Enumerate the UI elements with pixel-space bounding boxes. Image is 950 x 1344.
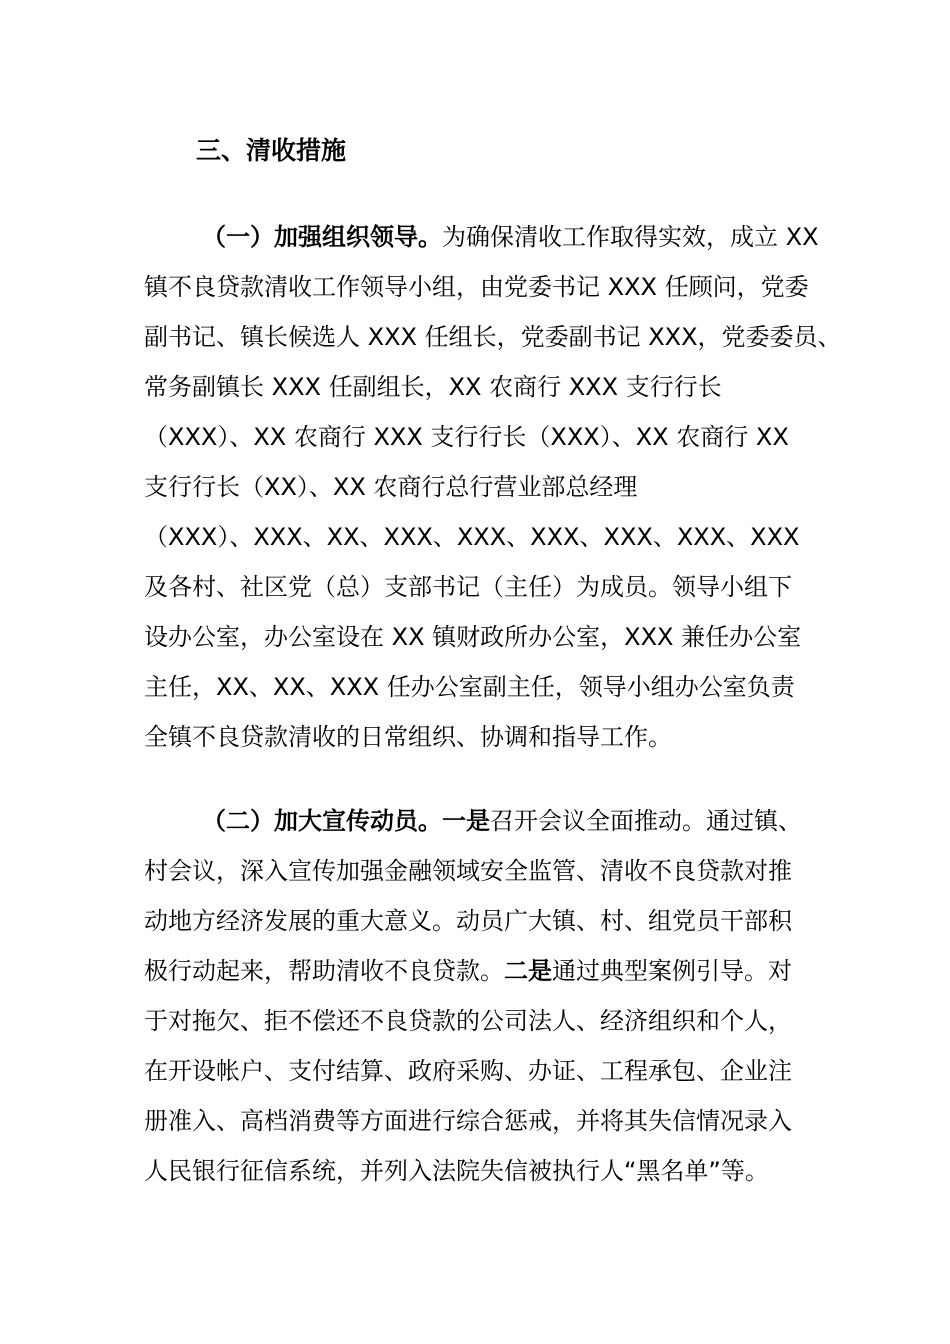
paragraph-line: 主任，XX、XX、XXX 任办公室副主任，领导小组办公室负责 <box>144 673 795 701</box>
paragraph-line: （XXX）、XXX、XX、XXX、XXX、XXX、XXX、XXX、XXX <box>144 523 800 551</box>
paragraph-line: 在开设帐户、支付结算、政府采购、办证、工程承包、企业注 <box>144 1057 792 1085</box>
paragraph-line <box>144 212 824 262</box>
emphasis-text: 一是 <box>442 807 490 835</box>
paragraph-line: （XXX）、XX 农商行 XXX 支行行长（XXX）、XX 农商行 XX <box>144 423 789 451</box>
paragraph-line: 全镇不良贷款清收的日常组织、协调和指导工作。 <box>144 723 672 751</box>
emphasis-text: 二是 <box>504 957 552 985</box>
paragraph-text: 召开会议全面推动。通过镇、 <box>490 807 802 835</box>
section-heading: 三、清收措施 <box>196 136 347 165</box>
paragraph-lead: （一）加强组织领导。 <box>202 223 442 251</box>
paragraph-line: 支行行长（XX）、XX 农商行总行营业部总经理 <box>144 473 638 501</box>
paragraph-line: 于对拖欠、拒不偿还不良贷款的公司法人、经济组织和个人， <box>144 1007 792 1035</box>
paragraph-publicity-mobilization <box>144 796 824 1196</box>
paragraph-line: 册准入、高档消费等方面进行综合惩戒，并将其失信情况录入 <box>144 1107 792 1135</box>
paragraph-text: 为确保清收工作取得实效，成立 XX <box>442 223 819 251</box>
paragraph-text: 极行动起来，帮助清收不良贷款。 <box>144 957 504 985</box>
paragraph-line: 人民银行征信系统，并列入法院失信被执行人“黑名单”等。 <box>144 1157 769 1185</box>
paragraph-lead: （二）加大宣传动员。 <box>202 807 442 835</box>
paragraph-line: 常务副镇长 XXX 任副组长，XX 农商行 XXX 支行行长 <box>144 373 722 401</box>
paragraph-line <box>144 946 824 996</box>
paragraph-line: 动地方经济发展的重大意义。动员广大镇、村、组党员干部积 <box>144 907 792 935</box>
paragraph-text: 通过典型案例引导。对 <box>552 957 792 985</box>
paragraph-line: 村会议，深入宣传加强金融领域安全监管、清收不良贷款对推 <box>144 857 792 885</box>
paragraph-line: 镇不良贷款清收工作领导小组，由党委书记 XXX 任顾问，党委 <box>144 273 809 301</box>
paragraph-line: 副书记、镇长候选人 XXX 任组长，党委副书记 XXX，党委委员、 <box>144 323 842 351</box>
paragraph-line: 设办公室，办公室设在 XX 镇财政所办公室，XXX 兼任办公室 <box>144 623 802 651</box>
paragraph-organization-leadership <box>144 212 842 762</box>
paragraph-line: 及各村、社区党（总）支部书记（主任）为成员。领导小组下 <box>144 573 792 601</box>
paragraph-line <box>144 796 824 846</box>
